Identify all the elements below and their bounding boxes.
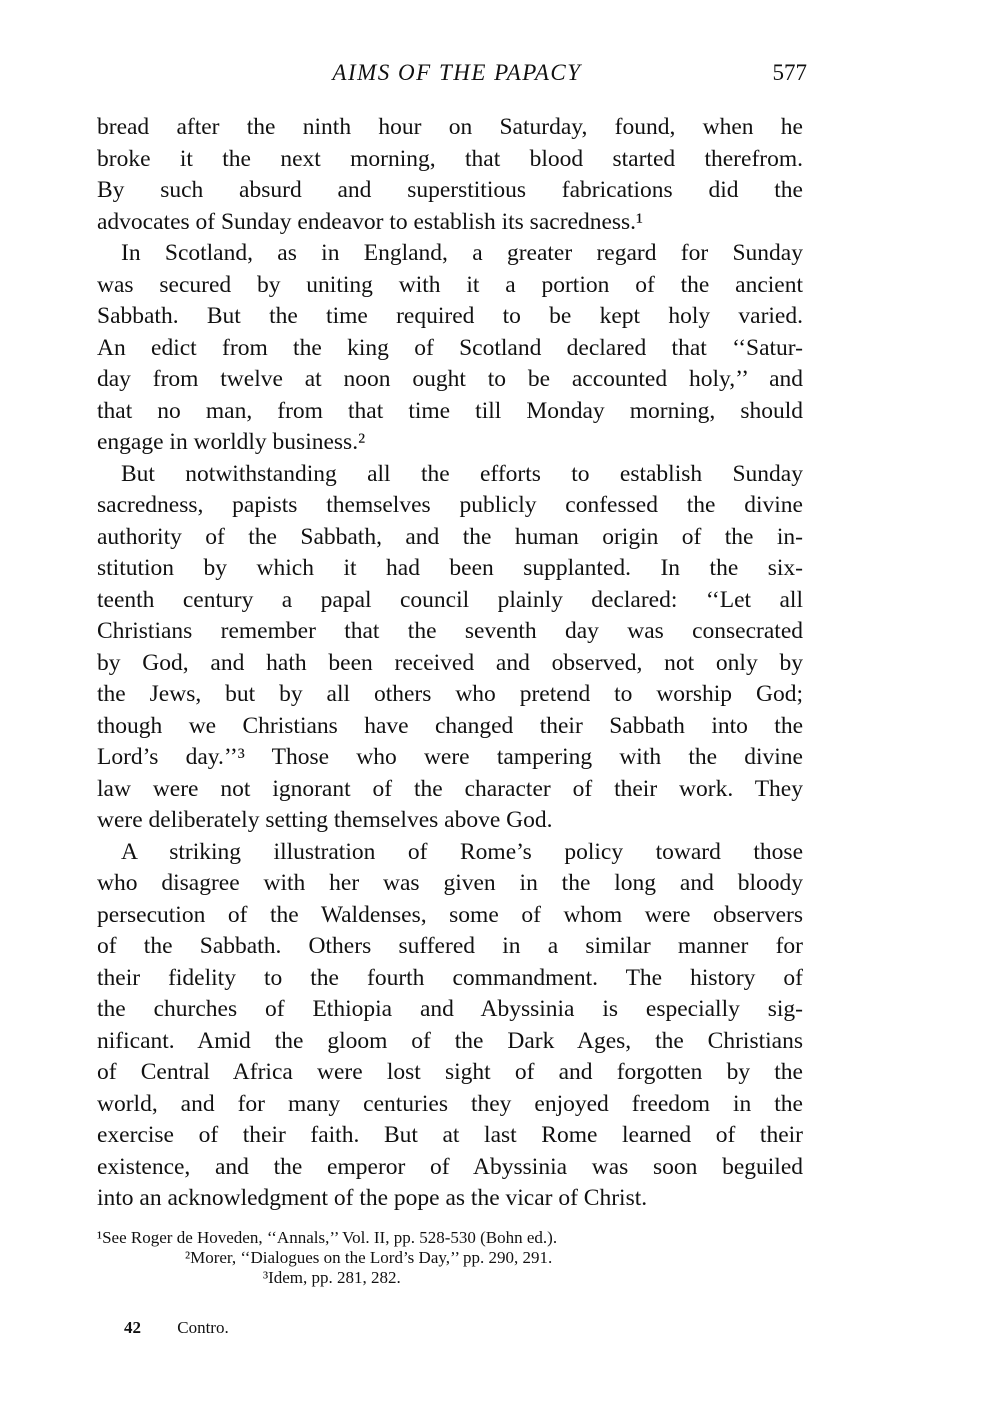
paragraph xyxy=(97,238,803,459)
text-line: teenth century a papal council plainly declared: ‘‘Let all xyxy=(97,586,803,613)
footnotes xyxy=(97,1228,803,1288)
text-line: of the Sabbath. Others suffered in a similar manner for xyxy=(97,933,803,959)
text-line: By such absurd and superstitious fabrications did the xyxy=(97,177,803,203)
signature-label: Contro. xyxy=(177,1318,229,1337)
paragraph xyxy=(97,837,803,1215)
body-text xyxy=(97,112,803,1215)
printer-signature xyxy=(124,1318,229,1338)
text-line: was secured by uniting with it a portion of the ancient xyxy=(97,271,803,298)
text-line: were deliberately setting themselves above God. xyxy=(97,807,553,833)
text-line: of Central Africa were lost sight of and forgotten by the xyxy=(97,1059,803,1085)
footnote-1: ¹See Roger de Hoveden, ‘‘Annals,’’ Vol. II, pp. 528-530 (Bohn ed.). xyxy=(97,1228,558,1247)
text-line: the churches of Ethiopia and Abyssinia is especially sig- xyxy=(97,996,803,1022)
text-line: bread after the ninth hour on Saturday, found, when he xyxy=(97,114,803,140)
page-number: 577 xyxy=(772,60,807,85)
signature-number: 42 xyxy=(124,1318,141,1337)
text-line: who disagree with her was given in the long and bloody xyxy=(97,870,803,896)
text-line: law were not ignorant of the character of their work. They xyxy=(97,775,803,802)
paragraph xyxy=(97,112,803,238)
text-line: exercise of their faith. But at last Rome learned of their xyxy=(97,1122,803,1148)
footnote-2: ²Morer, ‘‘Dialogues on the Lord’s Day,’’ pp. 290, 291. xyxy=(185,1248,553,1267)
text-line: existence, and the emperor of Abyssinia was soon beguiled xyxy=(97,1153,803,1180)
paragraph xyxy=(97,459,803,837)
text-line: into an acknowledgment of the pope as the vicar of Christ. xyxy=(97,1185,648,1211)
text-line: engage in worldly business.² xyxy=(97,429,366,455)
text-line: world, and for many centuries they enjoyed freedom in the xyxy=(97,1090,803,1117)
text-line: Christians remember that the seventh day was consecrated xyxy=(97,618,803,644)
text-line: advocates of Sunday endeavor to establish its sacredness.¹ xyxy=(97,208,644,235)
text-line: authority of the Sabbath, and the human origin of the in- xyxy=(97,523,803,550)
text-line: Sabbath. But the time required to be kept holy varied. xyxy=(97,303,803,329)
text-line: broke it the next morning, that blood started therefrom. xyxy=(97,145,803,172)
text-line: that no man, from that time till Monday morning, should xyxy=(97,397,803,424)
text-line: Lord’s day.’’³ Those who were tampering with the divine xyxy=(97,744,803,770)
text-line: day from twelve at noon ought to be accounted holy,’’ and xyxy=(97,366,803,392)
text-line: In Scotland, as in England, a greater regard for Sunday xyxy=(121,240,803,266)
footnote-3: ³Idem, pp. 281, 282. xyxy=(263,1268,401,1287)
text-line: A striking illustration of Rome’s policy toward those xyxy=(121,838,803,865)
running-header xyxy=(97,60,807,92)
text-line: by God, and hath been received and observed, not only by xyxy=(97,649,803,676)
running-title: AIMS OF THE PAPACY xyxy=(332,60,582,85)
text-line: though we Christians have changed their Sabbath into the xyxy=(97,712,803,739)
text-line: their fidelity to the fourth commandment. The history of xyxy=(97,964,803,991)
text-line: But notwithstanding all the efforts to establish Sunday xyxy=(121,460,803,487)
text-line: An edict from the king of Scotland declared that ‘‘Satur- xyxy=(97,334,803,361)
text-line: stitution by which it had been supplanted. In the six- xyxy=(97,555,803,581)
text-line: nificant. Amid the gloom of the Dark Ages, the Christians xyxy=(97,1027,803,1054)
text-line: the Jews, but by all others who pretend to worship God; xyxy=(97,681,803,707)
text-line: persecution of the Waldenses, some of whom were observers xyxy=(97,901,803,928)
text-line: sacredness, papists themselves publicly confessed the divine xyxy=(97,492,803,518)
